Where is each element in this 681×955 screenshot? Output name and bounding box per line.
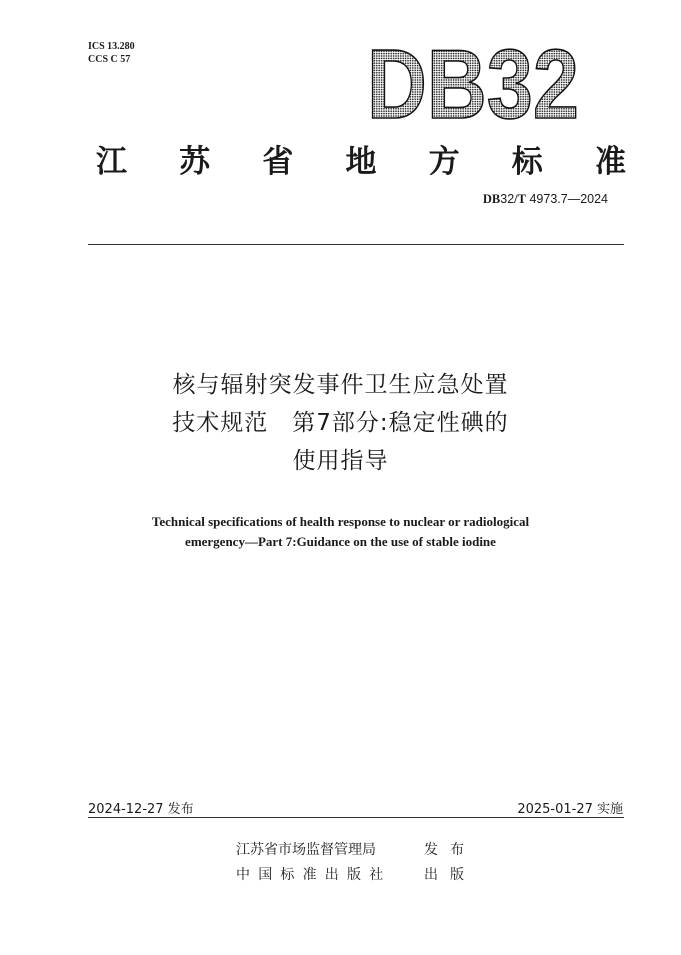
- implementation-date: 2025-01-27 实施: [517, 802, 623, 817]
- english-title-line: emergency—Part 7:Guidance on the use of stable iodine: [185, 534, 496, 549]
- std-code: 32: [500, 192, 515, 206]
- province-title-char: 江: [96, 144, 127, 180]
- issuing-authority: 江苏省市场监督管理局: [236, 842, 376, 858]
- chinese-title-line: 核与辐射突发事件卫生应急处置: [172, 372, 509, 398]
- province-title-char: 苏: [179, 144, 211, 180]
- issue-date: 2024-12-27 发布: [88, 802, 194, 817]
- bottom-divider: [88, 817, 624, 818]
- std-prefix: DB: [482, 192, 501, 206]
- chinese-title-line: 使用指导: [292, 448, 389, 474]
- top-divider: [88, 244, 624, 245]
- publisher-row: [236, 838, 476, 863]
- province-title-char: 地: [345, 144, 377, 180]
- chinese-title: [0, 366, 681, 480]
- province-title-char: 标: [511, 144, 543, 180]
- standard-number: [483, 192, 608, 207]
- province-standard-title: [96, 136, 626, 181]
- db32-logo: [366, 29, 581, 139]
- province-title-char: 方: [428, 144, 460, 180]
- chinese-title-line: 技术规范 第7部分:稳定性碘的: [172, 410, 509, 436]
- publishing-house: 中国标准出版社: [236, 867, 392, 883]
- province-title-char: 准: [594, 144, 626, 180]
- ccs-code: CCS C 57: [88, 54, 131, 65]
- classification-codes: [88, 40, 135, 66]
- std-suffix: /T: [514, 192, 526, 206]
- publisher-block: [236, 838, 476, 888]
- publish-action: 出版: [424, 867, 476, 883]
- issue-action: 发布: [424, 842, 476, 858]
- ics-code: ICS 13.280: [88, 41, 135, 52]
- english-title: [0, 512, 681, 552]
- province-title-char: 省: [262, 144, 294, 180]
- publisher-row: [236, 863, 476, 888]
- db32-logo-text: DB32: [367, 29, 579, 139]
- std-number-value: 4973.7—2024: [525, 192, 608, 206]
- english-title-line: Technical specifications of health response to nuclear or radiological: [151, 514, 530, 529]
